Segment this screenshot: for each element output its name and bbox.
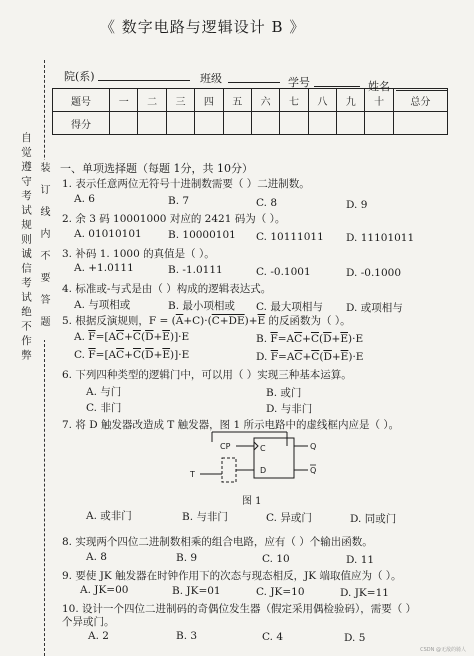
option-letter: D. — [256, 351, 271, 363]
question-10-option[interactable]: C. 4 — [262, 631, 284, 643]
exam-title: 《 数字电路与逻辑设计 B 》 — [100, 18, 306, 36]
question-2-option[interactable]: B. 10000101 — [168, 229, 236, 241]
score-cell[interactable] — [195, 112, 223, 135]
score-header-row — [53, 89, 448, 112]
question-4-stem: 4. 标准或-与式是由（ ）构成的逻辑表达式。 — [62, 283, 272, 295]
score-header-cell: 五 — [223, 89, 251, 112]
score-row-label: 得分 — [53, 112, 110, 135]
qbar-label: Q — [310, 466, 317, 475]
t-label: T — [190, 470, 195, 479]
question-10-stem: 10. 设计一个四位二进制码的奇偶位发生器（假定采用偶检验码），需要（ ） — [62, 603, 417, 615]
student-id-label: 学号 — [288, 76, 310, 89]
question-3-option[interactable]: D. -0.1000 — [346, 267, 402, 279]
question-8-option[interactable]: A. 8 — [86, 551, 107, 563]
score-cell[interactable] — [223, 112, 251, 135]
footer-watermark: CSDN @无敌的骑人 — [420, 647, 466, 653]
question-1-stem: 1. 表示任意两位无符号十进制数需要（ ）二进制数。 — [62, 178, 310, 190]
question-4-option[interactable]: B. 最小项相或 — [168, 300, 235, 312]
question-5-option[interactable]: A. $\overline{F}=[A\overline{C}+\overline{C}(\overline{D}+\overline{E})]\cdot E$ — [74, 331, 190, 343]
question-5-option[interactable]: B. $\overline{F}=A\overline{C}+\overline{C}(\overline{D}+\overline{E})\cdot E$ — [256, 333, 364, 345]
question-2-stem: 2. 余 3 码 10001000 对应的 2421 码为（ ）。 — [62, 213, 286, 225]
circuit-figure — [172, 420, 332, 500]
question-7-stem: 7. 将 D 触发器改造成 T 触发器，图 1 所示电路中的虚线框内应是（ ）。 — [62, 419, 400, 431]
question-1-option[interactable]: B. 7 — [168, 195, 190, 207]
question-9-stem: 9. 要使 JK 触发器在时钟作用下的次态与现态相反，JK 端取值应为（ ）。 — [62, 570, 402, 582]
question-1-option[interactable]: D. 9 — [346, 199, 368, 211]
figure-caption: 图 1 — [242, 496, 262, 507]
question-6-option[interactable]: C. 非门 — [86, 402, 122, 414]
question-5-stem — [62, 313, 351, 328]
question-4-option[interactable]: C. 最大项相与 — [256, 301, 323, 313]
question-7-option[interactable]: C. 异或门 — [266, 512, 312, 524]
score-cell[interactable] — [138, 112, 166, 135]
score-cell[interactable] — [280, 112, 308, 135]
question-6-option[interactable]: D. 与非门 — [266, 403, 313, 415]
question-5-stem-suffix: 的反函数为（ ）。 — [265, 315, 351, 327]
question-10-option[interactable]: B. 3 — [176, 630, 198, 642]
question-2-option[interactable]: D. 11101011 — [346, 232, 415, 244]
score-cell[interactable] — [308, 112, 336, 135]
question-9-option[interactable]: B. JK=01 — [172, 585, 221, 597]
score-header-cell: 题号 — [53, 89, 110, 112]
question-8-stem: 8. 实现两个四位二进制数相乘的组合电路，应有（ ）个输出函数。 — [62, 536, 373, 548]
question-3-option[interactable]: A. +1.0111 — [74, 262, 134, 274]
score-header-cell: 七 — [280, 89, 308, 112]
question-3-stem: 3. 补码 1. 1000 的真值是（ ）。 — [62, 248, 215, 260]
question-6-stem: 6. 下列四种类型的逻辑门中，可以用（ ）实现三种基本运算。 — [62, 369, 352, 381]
q-label: Q — [310, 442, 317, 451]
cp-label: CP — [220, 442, 231, 451]
department-blank[interactable] — [98, 80, 190, 81]
question-3-option[interactable]: C. -0.1001 — [256, 266, 311, 278]
question-1-option[interactable]: C. 8 — [256, 197, 278, 209]
score-cell[interactable] — [337, 112, 365, 135]
score-header-cell: 九 — [337, 89, 365, 112]
option-letter: B. — [256, 333, 271, 345]
student-id-blank[interactable] — [314, 86, 360, 87]
question-7-option[interactable]: A. 或非门 — [86, 510, 132, 522]
score-header-cell: 总分 — [393, 89, 447, 112]
class-label: 班级 — [200, 72, 222, 85]
question-6-option[interactable]: A. 与门 — [86, 386, 122, 398]
question-5-formula: $(\overline{A}+C)\cdot(C+DE)+\overline{E}$ — [171, 315, 266, 327]
question-5-stem-prefix: 5. 根据反演规则，F = — [62, 315, 172, 327]
score-header-cell: 十 — [365, 89, 393, 112]
question-8-option[interactable]: C. 10 — [262, 553, 290, 565]
score-cell[interactable] — [365, 112, 393, 135]
score-header-cell: 四 — [195, 89, 223, 112]
question-9-option[interactable]: D. JK=11 — [340, 587, 389, 599]
score-table — [52, 88, 448, 135]
question-2-option[interactable]: C. 10111011 — [256, 231, 324, 243]
score-cell[interactable] — [251, 112, 279, 135]
question-10-stem-line2: 个异或门。 — [62, 616, 115, 628]
question-8-option[interactable]: D. 11 — [346, 554, 375, 566]
score-header-cell: 一 — [110, 89, 138, 112]
question-3-option[interactable]: B. -1.0111 — [168, 264, 223, 276]
question-2-option[interactable]: A. 01010101 — [74, 228, 142, 240]
name-label: 姓名 — [368, 80, 390, 93]
question-7-option[interactable]: B. 与非门 — [182, 511, 228, 523]
score-cell[interactable] — [166, 112, 194, 135]
question-6-option[interactable]: B. 或门 — [266, 387, 302, 399]
section-title: 一、单项选择题（每题 1分，共 10分） — [60, 162, 253, 175]
d-label: D — [260, 466, 267, 475]
integrity-pledge: 自觉遵守考试规则诚信考试绝不作弊 — [20, 132, 32, 364]
c-label: C — [260, 444, 266, 453]
question-10-option[interactable]: A. 2 — [88, 630, 109, 642]
score-value-row — [53, 112, 448, 135]
score-header-cell: 八 — [308, 89, 336, 112]
question-8-option[interactable]: B. 9 — [176, 552, 198, 564]
binding-line — [44, 60, 45, 656]
question-1-option[interactable]: A. 6 — [74, 193, 95, 205]
score-cell[interactable] — [110, 112, 138, 135]
department-label: 院(系) — [64, 70, 95, 83]
question-9-option[interactable]: C. JK=10 — [256, 586, 305, 598]
score-cell[interactable] — [393, 112, 447, 135]
score-header-cell: 三 — [166, 89, 194, 112]
question-9-option[interactable]: A. JK=00 — [80, 584, 129, 596]
class-blank[interactable] — [228, 82, 280, 83]
option-letter: C. — [74, 349, 89, 361]
question-7-option[interactable]: D. 同或门 — [350, 513, 397, 525]
question-5-option[interactable]: C. $\overline{F}=[A\overline{C}+\overline{C}(\overline{D}+\overline{E})]\cdot E$ — [74, 349, 190, 361]
option-letter: A. — [74, 331, 89, 343]
question-10-option[interactable]: D. 5 — [344, 632, 366, 644]
question-4-option[interactable]: A. 与项相或 — [74, 299, 131, 311]
question-5-option[interactable]: D. $\overline{F}=A\overline{C}+\overline{C}(\overline{D}+\overline{E})\cdot E$ — [256, 351, 364, 363]
dashed-box — [222, 458, 236, 482]
binding-notice: 装订线内不要答题 — [38, 162, 49, 338]
clock-triangle — [254, 442, 258, 450]
question-4-option[interactable]: D. 或项相与 — [346, 302, 403, 314]
score-header-cell: 六 — [251, 89, 279, 112]
score-header-cell: 二 — [138, 89, 166, 112]
